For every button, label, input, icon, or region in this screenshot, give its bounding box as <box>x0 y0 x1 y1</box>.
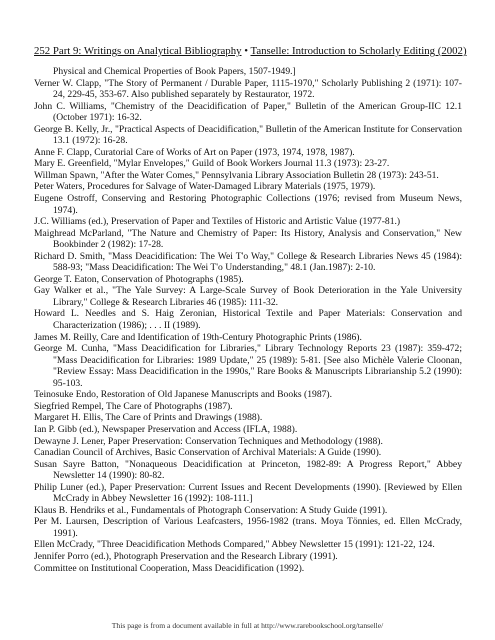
bibliography-entry: Susan Sayre Batton, "Nonaqueous Deacidification at Princeton, 1982-89: A Progress Report," Abbey Newsletter 14 (1990): 80-82. <box>34 458 462 482</box>
bibliography-entry: Richard D. Smith, "Mass Deacidification: The Wei T'o Way," College & Research Libraries News 45 (1984): 588-93; "Mass Deacidification: The Wei T'o Understanding," 48.1 (Jan.1987): 2-10. <box>34 250 462 274</box>
bibliography-entry: Canadian Council of Archives, Basic Conservation of Archival Materials: A Guide (1990). <box>34 447 382 459</box>
bibliography-entry: J.C. Williams (ed.), Preservation of Paper and Textiles of Historic and Artistic Value (1977-81.) <box>34 216 401 228</box>
bibliography-entry: John C. Williams, "Chemistry of the Deacidification of Paper," Bulletin of the American Group-IIC 12.1 (October 1971): 16-32. <box>34 100 462 124</box>
bibliography-entry: Verner W. Clapp, "The Story of Permanent / Durable Paper, 1115-1970," Scholarly Publishing 2 (1971): 107-24, 229-45, 353-67. Also published separately by Restaurator, 1972. <box>34 77 462 101</box>
header-separator: • <box>244 45 248 57</box>
bibliography-list <box>34 66 462 574</box>
bibliography-entry: Siegfried Rempel, The Care of Photographs (1987). <box>34 400 233 412</box>
bibliography-entry: Gay Walker et al., "The Yale Survey: A Large-Scale Survey of Book Deterioration in the Yale University Library," College & Research Libraries 46 (1985): 111-32. <box>34 285 462 308</box>
bibliography-entry: Jennifer Porro (ed.), Photograph Preservation and the Research Library (1991). <box>34 550 338 562</box>
bibliography-entry: Howard L. Needles and S. Haig Zeronian, Historical Textile and Paper Materials: Conservation and Characterization (1986); . . . II (1989). <box>34 308 462 332</box>
source-footer-note: This page is from a document available in full at http://www.rarebookschool.org/tanselle/ <box>111 621 384 630</box>
bibliography-entry: James M. Reilly, Care and Identification of 19th-Century Photographic Prints (1986). <box>34 331 362 343</box>
bibliography-entry: George B. Kelly, Jr., "Practical Aspects of Deacidification," Bulletin of the American Institute for Conservation 13.1 (1972): 16-28. <box>34 123 462 147</box>
bibliography-entry: Physical and Chemical Properties of Book Papers, 1507-1949.] <box>53 66 296 77</box>
bibliography-entry: Anne F. Clapp, Curatorial Care of Works of Art on Paper (1973, 1974, 1978, 1987). <box>34 146 355 158</box>
bibliography-entry: Willman Spawn, "After the Water Comes," Pennsylvania Library Association Bulletin 28 (1973): 243-51. <box>34 169 439 181</box>
bibliography-entry: Mary E. Greenfield, "Mylar Envelopes," Guild of Book Workers Journal 11.3 (1973): 23-27. <box>34 158 390 170</box>
bibliography-entry: Maighread McParland, "The Nature and Chemistry of Paper: Its History, Analysis and Conservation," New Bookbinder 2 (1982): 17-28. <box>34 227 462 251</box>
bibliography-entry: Klaus B. Hendriks et al., Fundamentals of Photograph Conservation: A Study Guide (1991). <box>34 504 388 516</box>
bibliography-entry: Philip Luner (ed.), Paper Preservation: Current Issues and Recent Developments (1990). [Reviewed by Ellen McCrady in Abbey Newsletter 16 (1992): 108-111.] <box>34 481 462 505</box>
header-source-title: Tanselle: Introduction to Scholarly Editing (2002) <box>250 45 467 57</box>
bibliography-entry: George T. Eaton, Conservation of Photographs (1985). <box>34 273 244 285</box>
bibliography-entry: Ian P. Gibb (ed.), Newspaper Preservation and Access (IFLA, 1988). <box>34 423 298 435</box>
bibliography-entry: Eugene Ostroff, Conserving and Restoring Photographic Collections (1976; revised from Museum News, 1974). <box>34 193 462 216</box>
bibliography-entry: Ellen McCrady, "Three Deacidification Methods Compared," Abbey Newsletter 15 (1991): 121-22, 124. <box>34 539 435 551</box>
bibliography-entry: Per M. Laursen, Description of Various Leafcasters, 1956-1982 (trans. Moya Tönnies, ed. Ellen McCrady, 1991). <box>34 516 462 539</box>
bibliography-entry: Teinosuke Endo, Restoration of Old Japanese Manuscripts and Books (1987). <box>34 389 333 401</box>
running-header <box>34 45 467 58</box>
bibliography-entry: Peter Waters, Procedures for Salvage of Water-Damaged Library Materials (1975, 1979). <box>34 181 376 193</box>
bibliography-entry: George M. Cunha, "Mass Deacidification for Libraries," Library Technology Reports 23 (1987): 359-472; "Mass Deacidification for Libraries: 1989 Update," 25 (1989): 5-81. [See also Michèle Valerie Cloonan, "Review Essay: Mass Deacidification in the 1990s," Rare Books & Manuscripts Librarianship 5.2 (1990): 95-103. <box>34 343 462 389</box>
bibliography-entry: Dewayne J. Lener, Paper Preservation: Conservation Techniques and Methodology (1988). <box>34 435 383 447</box>
header-part-title: 252 Part 9: Writings on Analytical Bibliography <box>34 45 242 57</box>
bibliography-entry: Margaret H. Ellis, The Care of Prints and Drawings (1988). <box>34 412 263 424</box>
bibliography-entry: Committee on Institutional Cooperation, Mass Deacidification (1992). <box>34 562 305 574</box>
